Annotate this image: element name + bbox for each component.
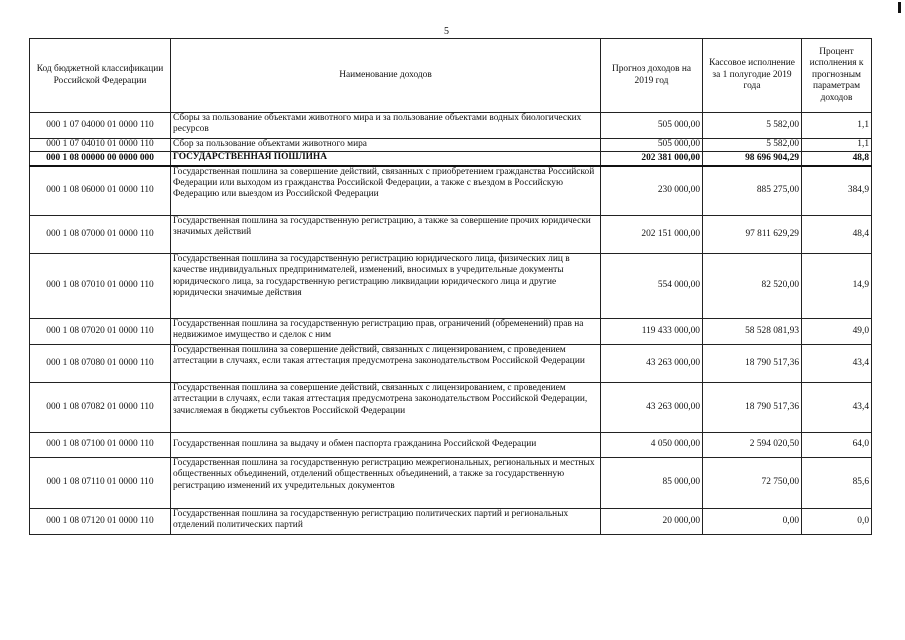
- header-execution: Кассовое исполнение за 1 полугодие 2019 года: [703, 39, 802, 113]
- row-percent: 43,4: [802, 345, 872, 383]
- row-code: 000 1 08 07000 01 0000 110: [30, 216, 171, 254]
- row-name: Государственная пошлина за государственную регистрацию межрегиональных, региональных и местных общественных объединений, отделений общественных объединений, а также за государственную регистрацию изменений их учредительных документов: [171, 458, 601, 509]
- row-name: ГОСУДАРСТВЕННАЯ ПОШЛИНА: [171, 152, 601, 166]
- row-forecast: 202 381 000,00: [601, 152, 703, 166]
- row-execution: 18 790 517,36: [703, 383, 802, 433]
- table-row: [30, 509, 872, 535]
- row-name: Государственная пошлина за государственную регистрацию юридического лица, физических лиц в качестве индивидуальных предпринимателей, изменений, вносимых в учредительные документы юридического лица, за государственную регистрацию ликвидации юридического лица и другие юридически значимые действия: [171, 254, 601, 319]
- row-name: Государственная пошлина за совершение действий, связанных с приобретением гражданства Российской Федерации или выходом из гражданства Российской Федерации, а также с въездом в Российскую Федерацию или выездом из Российской Федерации: [171, 166, 601, 216]
- row-code: 000 1 07 04010 01 0000 110: [30, 139, 171, 152]
- row-execution: 97 811 629,29: [703, 216, 802, 254]
- table-row: [30, 139, 872, 152]
- header-row: [30, 39, 872, 113]
- header-forecast: Прогноз доходов на 2019 год: [601, 39, 703, 113]
- row-execution: 82 520,00: [703, 254, 802, 319]
- row-execution: 2 594 020,50: [703, 433, 802, 458]
- row-execution: 58 528 081,93: [703, 319, 802, 345]
- table-row: [30, 254, 872, 319]
- row-code: 000 1 08 07080 01 0000 110: [30, 345, 171, 383]
- row-forecast: 43 263 000,00: [601, 345, 703, 383]
- row-name: Государственная пошлина за совершение действий, связанных с лицензированием, с проведением аттестации в случаях, если такая аттестация предусмотрена законодательством Российской Федерации, зачисляемая в бюджеты субъектов Российской Федерации: [171, 383, 601, 433]
- row-execution: 18 790 517,36: [703, 345, 802, 383]
- row-percent: 14,9: [802, 254, 872, 319]
- row-name: Государственная пошлина за государственную регистрацию прав, ограничений (обременений) прав на недвижимое имущество и сделок с ним: [171, 319, 601, 345]
- row-forecast: 505 000,00: [601, 139, 703, 152]
- row-name: Государственная пошлина за государственную регистрацию политических партий и региональных отделений политических партий: [171, 509, 601, 535]
- row-code: 000 1 08 00000 00 0000 000: [30, 152, 171, 166]
- header-name: Наименование доходов: [171, 39, 601, 113]
- row-percent: 1,1: [802, 113, 872, 139]
- row-name: Государственная пошлина за выдачу и обмен паспорта гражданина Российской Федерации: [171, 433, 601, 458]
- table-row: [30, 383, 872, 433]
- row-forecast: 43 263 000,00: [601, 383, 703, 433]
- row-percent: 48,4: [802, 216, 872, 254]
- header-code: Код бюджетной классификации Российской Федерации: [30, 39, 171, 113]
- table-row: [30, 433, 872, 458]
- revenue-table: [29, 38, 872, 535]
- row-name: Государственная пошлина за государственную регистрацию, а также за совершение прочих юридически значимых действий: [171, 216, 601, 254]
- row-forecast: 4 050 000,00: [601, 433, 703, 458]
- row-name: Сборы за пользование объектами животного мира и за пользование объектами водных биологических ресурсов: [171, 113, 601, 139]
- row-forecast: 119 433 000,00: [601, 319, 703, 345]
- row-name: Государственная пошлина за совершение действий, связанных с лицензированием, с проведением аттестации в случаях, если такая аттестация предусмотрена законодательством Российской Федерации: [171, 345, 601, 383]
- row-percent: 64,0: [802, 433, 872, 458]
- row-forecast: 202 151 000,00: [601, 216, 703, 254]
- row-percent: 1,1: [802, 139, 872, 152]
- row-code: 000 1 08 07100 01 0000 110: [30, 433, 171, 458]
- table-row: [30, 113, 872, 139]
- row-percent: 85,6: [802, 458, 872, 509]
- table-row-total: [30, 152, 872, 166]
- row-execution: 98 696 904,29: [703, 152, 802, 166]
- row-name: Сбор за пользование объектами животного мира: [171, 139, 601, 152]
- row-forecast: 554 000,00: [601, 254, 703, 319]
- row-forecast: 505 000,00: [601, 113, 703, 139]
- row-percent: 0,0: [802, 509, 872, 535]
- table-row: [30, 319, 872, 345]
- row-execution: 885 275,00: [703, 166, 802, 216]
- header-percent: Процент исполнения к прогнозным параметрам доходов: [802, 39, 872, 113]
- row-execution: 5 582,00: [703, 139, 802, 152]
- table-row: [30, 458, 872, 509]
- edge-mark: [898, 2, 901, 13]
- row-percent: 384,9: [802, 166, 872, 216]
- row-percent: 43,4: [802, 383, 872, 433]
- row-forecast: 230 000,00: [601, 166, 703, 216]
- table-row: [30, 345, 872, 383]
- row-code: 000 1 08 07082 01 0000 110: [30, 383, 171, 433]
- row-execution: 0,00: [703, 509, 802, 535]
- table-row: [30, 166, 872, 216]
- row-code: 000 1 08 07110 01 0000 110: [30, 458, 171, 509]
- page-number: 5: [444, 26, 449, 37]
- row-code: 000 1 08 06000 01 0000 110: [30, 166, 171, 216]
- row-forecast: 85 000,00: [601, 458, 703, 509]
- row-percent: 49,0: [802, 319, 872, 345]
- row-code: 000 1 08 07020 01 0000 110: [30, 319, 171, 345]
- row-code: 000 1 07 04000 01 0000 110: [30, 113, 171, 139]
- row-forecast: 20 000,00: [601, 509, 703, 535]
- row-execution: 5 582,00: [703, 113, 802, 139]
- table-row: [30, 216, 872, 254]
- row-execution: 72 750,00: [703, 458, 802, 509]
- row-percent: 48,8: [802, 152, 872, 166]
- row-code: 000 1 08 07120 01 0000 110: [30, 509, 171, 535]
- row-code: 000 1 08 07010 01 0000 110: [30, 254, 171, 319]
